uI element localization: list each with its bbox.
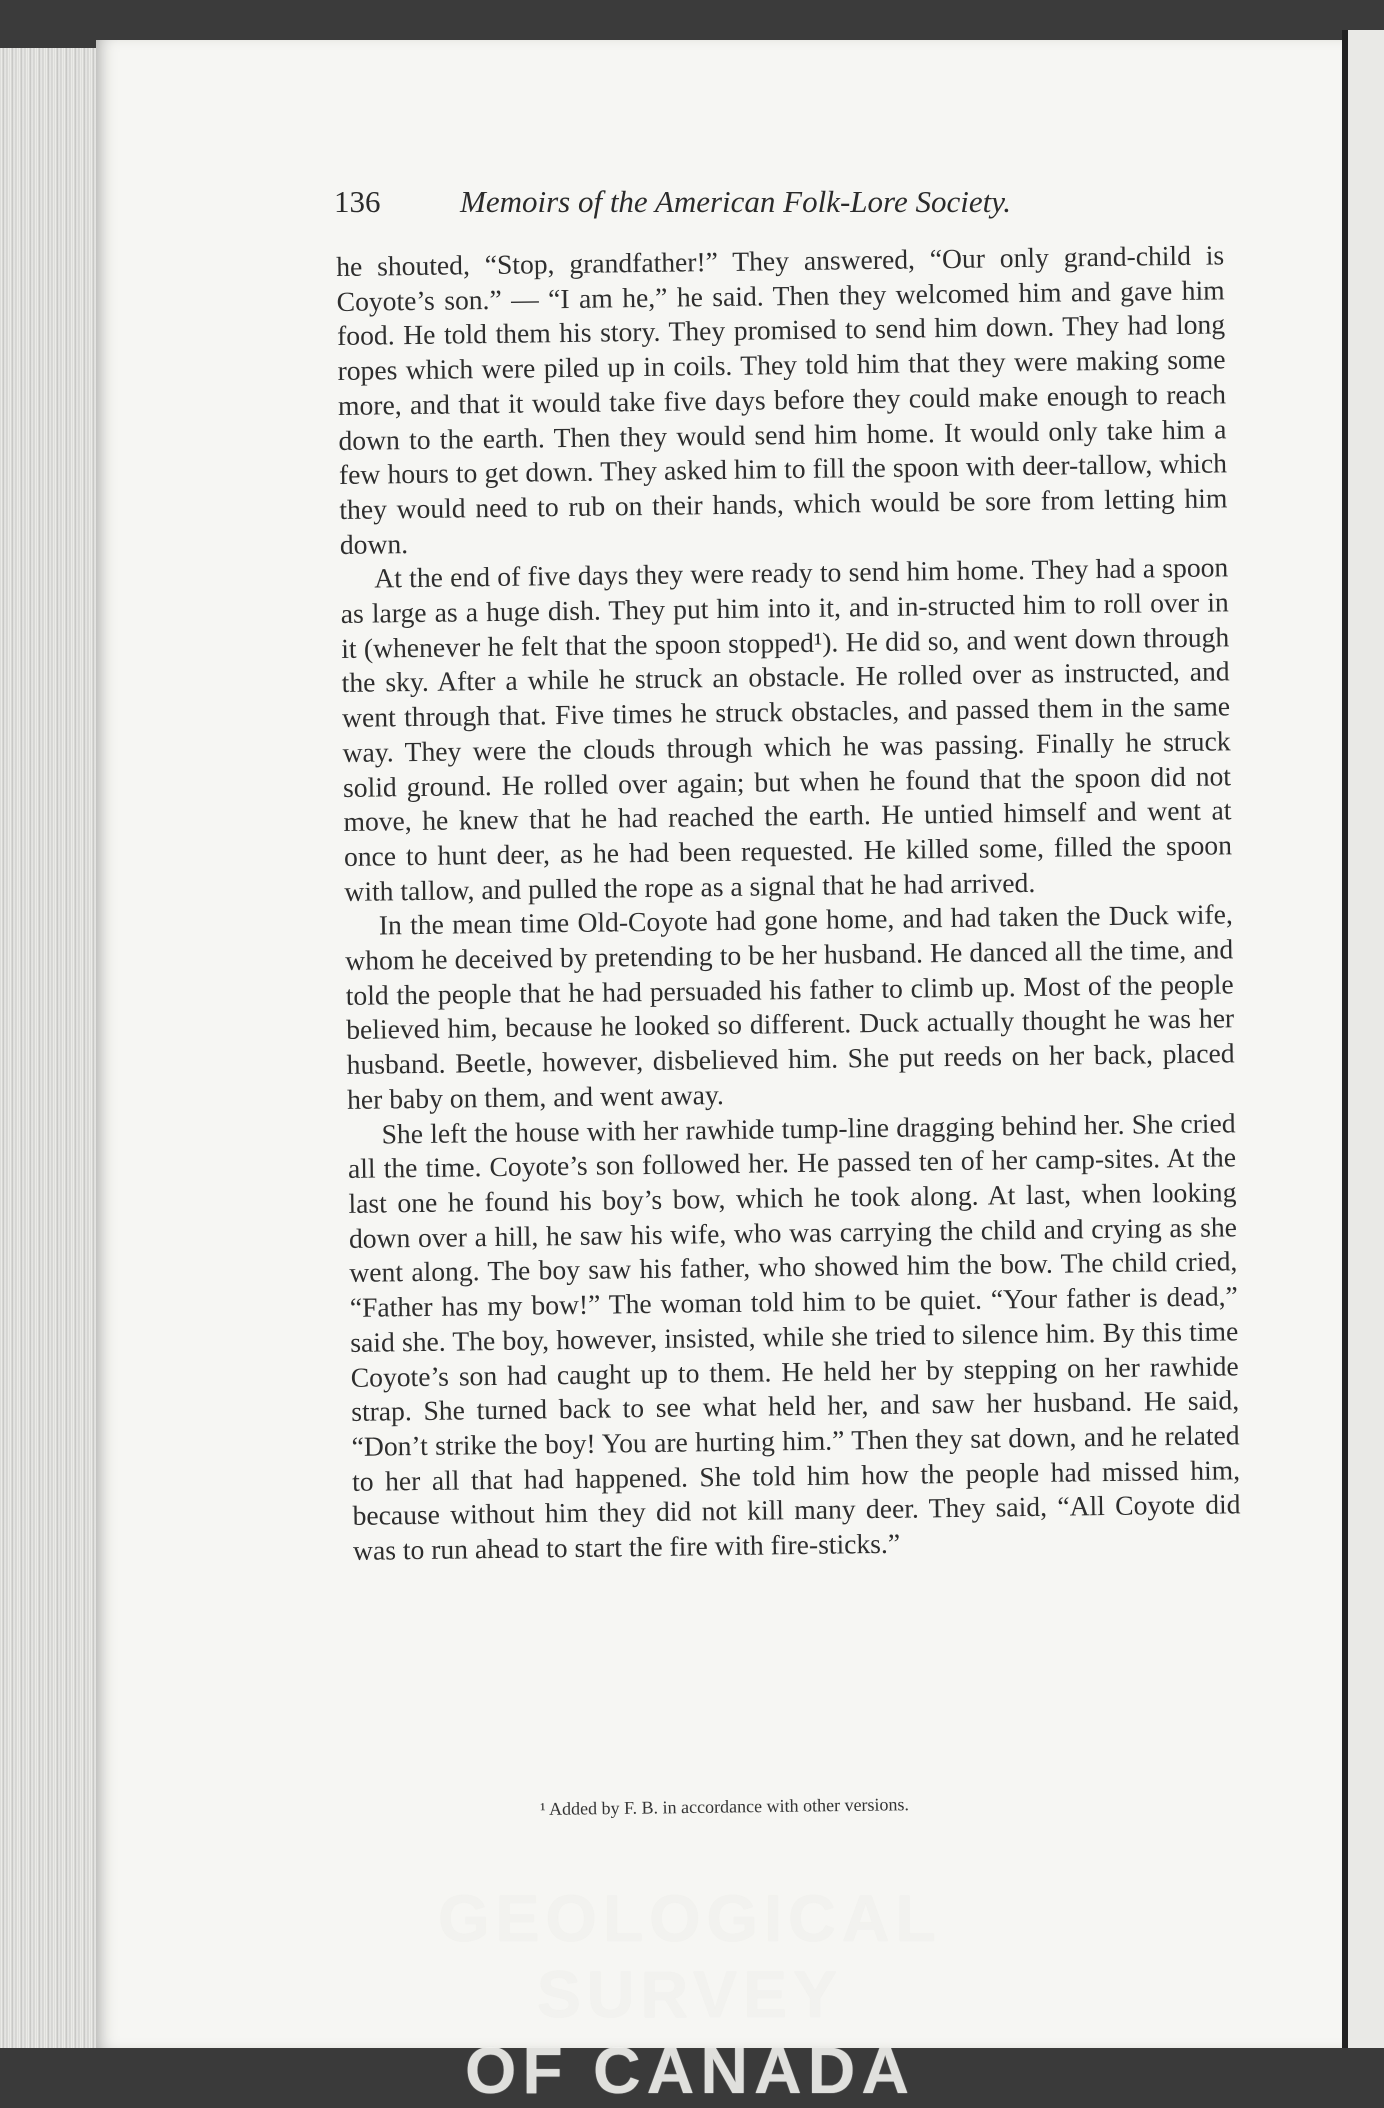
footnote: ¹ Added by F. B. in accordance with other versions. — [540, 1794, 910, 1819]
library-stamp — [410, 1880, 970, 2108]
stamp-line-1: GEOLOGICAL SURVEY — [438, 1881, 942, 2031]
paragraph-3: In the mean time Old-Coyote had gone home, and had taken the Duck wife, whom he deceived by pretending to be her husband. He danced all the time, and told the people that he had persuaded his father to climb up. Most of the people believed him, because he looked so different. Duck actually thought he was her husband. Beetle, however, disbelieved him. She put reeds on her back, placed her baby on them, and went away. — [345, 898, 1235, 1115]
stamp-line-2: OF CANADA — [465, 2033, 915, 2107]
running-title: Memoirs of the American Folk-Lore Society. — [460, 184, 1011, 219]
page-number: 136 — [334, 184, 381, 219]
paragraph-4: She left the house with her rawhide tump-line dragging behind her. She cried all the time. Coyote’s son followed her. He passed ten of her camp-sites. At the last one he found his boy’s bow, which he took along. At last, when looking down over a hill, he saw his wife, who was carrying the child and crying as she went along. The boy saw his father, who showed him the bow. The child cried, “Father has my bow!” The woman told him to be quiet. “Your father is dead,” said she. The boy, however, insisted, while she tried to silence him. By this time Coyote’s son had caught up to them. He held her by stepping on her rawhide strap. She turned back to see what held her, and saw her husband. He said, “Don’t strike the boy! You are hurting him.” Then they sat down, and he related to her all that had happened. She told him how the people had missed him, because without him they did not kill many deer. They said, “All Coyote did was to run ahead to start the fire with fire-sticks.” — [347, 1106, 1241, 1566]
book-page-edges — [0, 48, 100, 2048]
paragraph-1: he shouted, “Stop, grandfather!” They answered, “Our only grand-child is Coyote’s son.” — “I am he,” he said. Then they welcomed him and gave him food. He told them his story. They promised to send him down. They had long ropes which were piled up in coils. They told him that they were making some more, and that it would take five days before they could make enough to reach down to the earth. Then they would send him home. It would only take him a few hours to get down. They asked him to fill the spoon with deer-tallow, which they would need to rub on their hands, which would be sore from letting him down. — [336, 239, 1228, 560]
page-right-margin — [1348, 30, 1384, 2048]
running-header — [334, 184, 1084, 220]
paragraph-2: At the end of five days they were ready to send him home. They had a spoon as large as a huge dish. They put him into it, and in-structed him to roll over in it (whenever he felt that the spoon stopped¹). He did so, and went down through the sky. After a while he struck an obstacle. He rolled over as instructed, and went through that. Five times he struck obstacles, and passed them in the same way. They were the clouds through which he was passing. Finally he struck solid ground. He rolled over again; but when he found that the spoon did not move, he knew that he had reached the earth. He untied himself and went at once to hunt deer, as he had been requested. He killed some, filled the spoon with tallow, and pulled the rope as a signal that he had arrived. — [340, 551, 1233, 907]
body-text — [336, 238, 1241, 1568]
